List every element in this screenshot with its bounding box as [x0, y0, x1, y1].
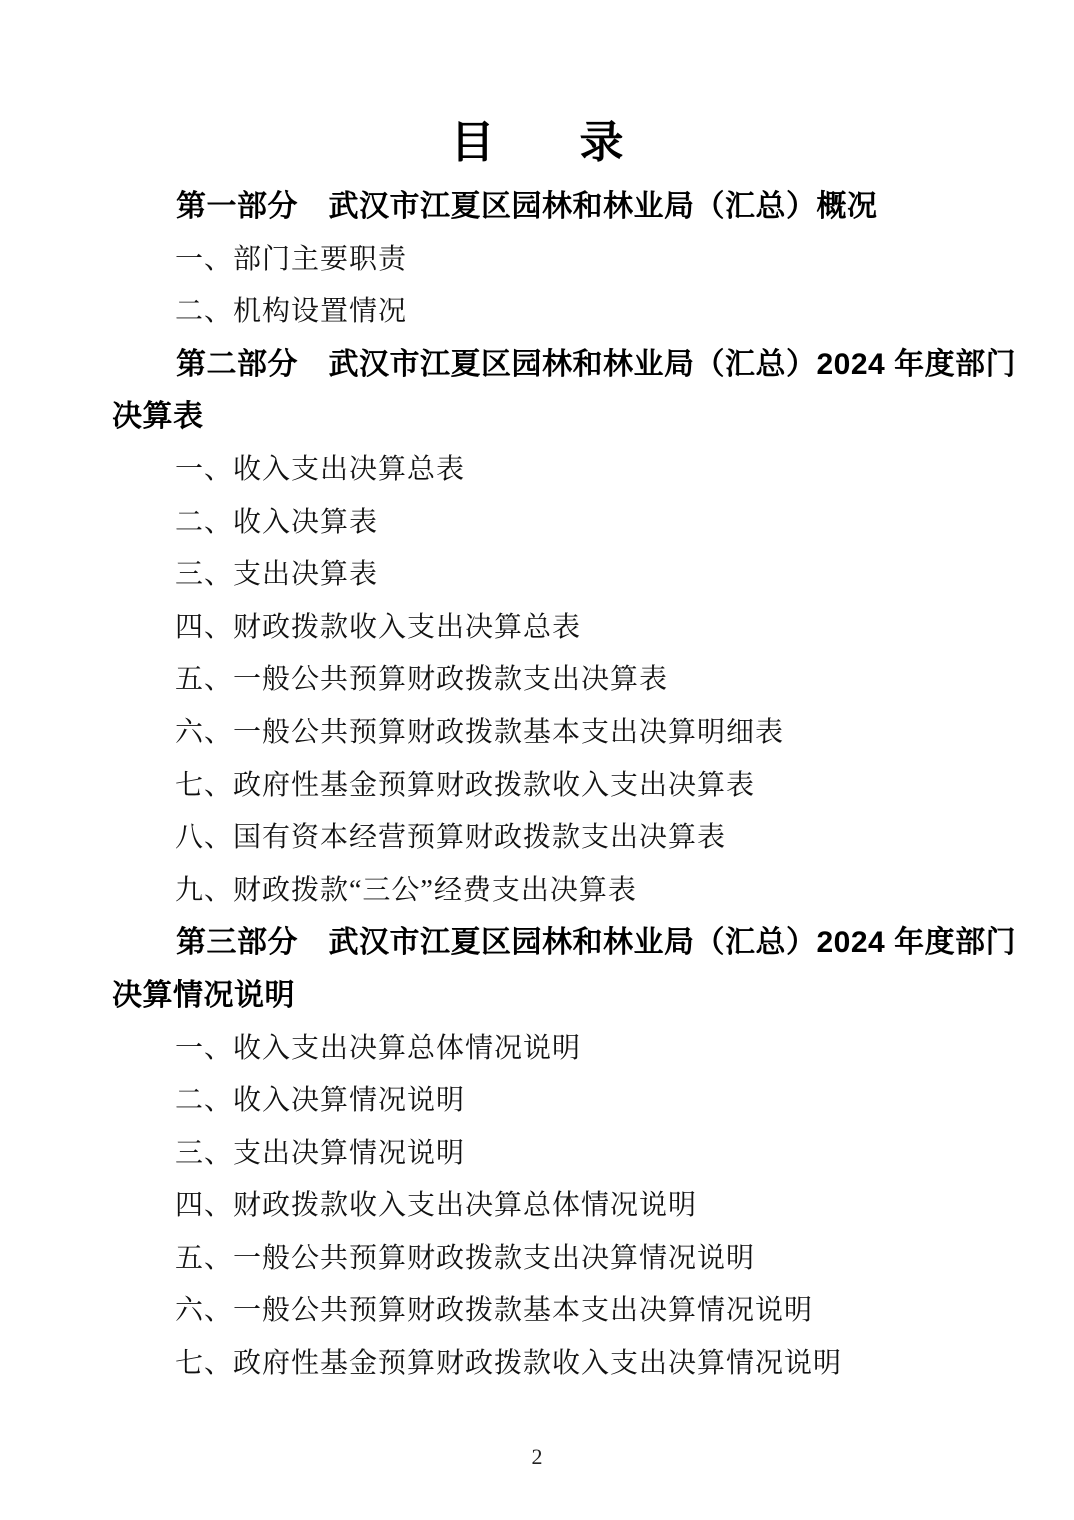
toc-body: [112, 181, 1017, 1391]
toc-section-heading-line: 决算表: [112, 400, 204, 434]
toc-title-char-right: 录: [579, 118, 624, 167]
page-number: 2: [531, 1444, 543, 1469]
toc-item: 四、财政拨款收入支出决算总表: [175, 611, 582, 643]
toc-section: [112, 917, 1017, 1390]
toc-item: 二、机构设置情况: [175, 296, 408, 328]
toc-item: 五、一般公共预算财政拨款支出决算情况说明: [175, 1242, 756, 1274]
toc-item: 六、一般公共预算财政拨款基本支出决算情况说明: [175, 1295, 814, 1327]
toc-item: 七、政府性基金预算财政拨款收入支出决算情况说明: [175, 1348, 843, 1380]
toc-item: 八、国有资本经营预算财政拨款支出决算表: [175, 822, 727, 854]
toc-title: [112, 0, 962, 173]
toc-section-heading-line: 第二部分 武汉市江夏区园林和林业局（汇总）2024 年度部门: [176, 347, 1017, 381]
toc-item: 二、收入决算情况说明: [175, 1085, 466, 1117]
toc-section: [112, 181, 962, 339]
toc-item: 七、政府性基金预算财政拨款收入支出决算表: [175, 769, 756, 801]
toc-item: 一、收入支出决算总体情况说明: [175, 1032, 582, 1064]
toc-item: 三、支出决算情况说明: [175, 1137, 466, 1169]
toc-section-heading-line: 决算情况说明: [112, 978, 295, 1012]
toc-item: 五、一般公共预算财政拨款支出决算表: [175, 664, 669, 696]
toc-item: 九、财政拨款“三公”经费支出决算表: [175, 874, 637, 906]
toc-title-char-left: 目: [450, 118, 495, 167]
toc-item: 二、收入决算表: [175, 506, 379, 538]
toc-item: 一、收入支出决算总表: [175, 453, 466, 485]
toc-section-heading-line: 第三部分 武汉市江夏区园林和林业局（汇总）2024 年度部门: [176, 926, 1017, 960]
toc-section: [112, 339, 1017, 918]
toc-item: 三、支出决算表: [175, 559, 379, 591]
toc-item: 四、财政拨款收入支出决算总体情况说明: [175, 1190, 698, 1222]
toc-item: 六、一般公共预算财政拨款基本支出决算明细表: [175, 716, 785, 748]
toc-item: 一、部门主要职责: [175, 243, 408, 275]
toc-section-heading-line: 第一部分 武汉市江夏区园林和林业局（汇总）概况: [176, 190, 878, 223]
